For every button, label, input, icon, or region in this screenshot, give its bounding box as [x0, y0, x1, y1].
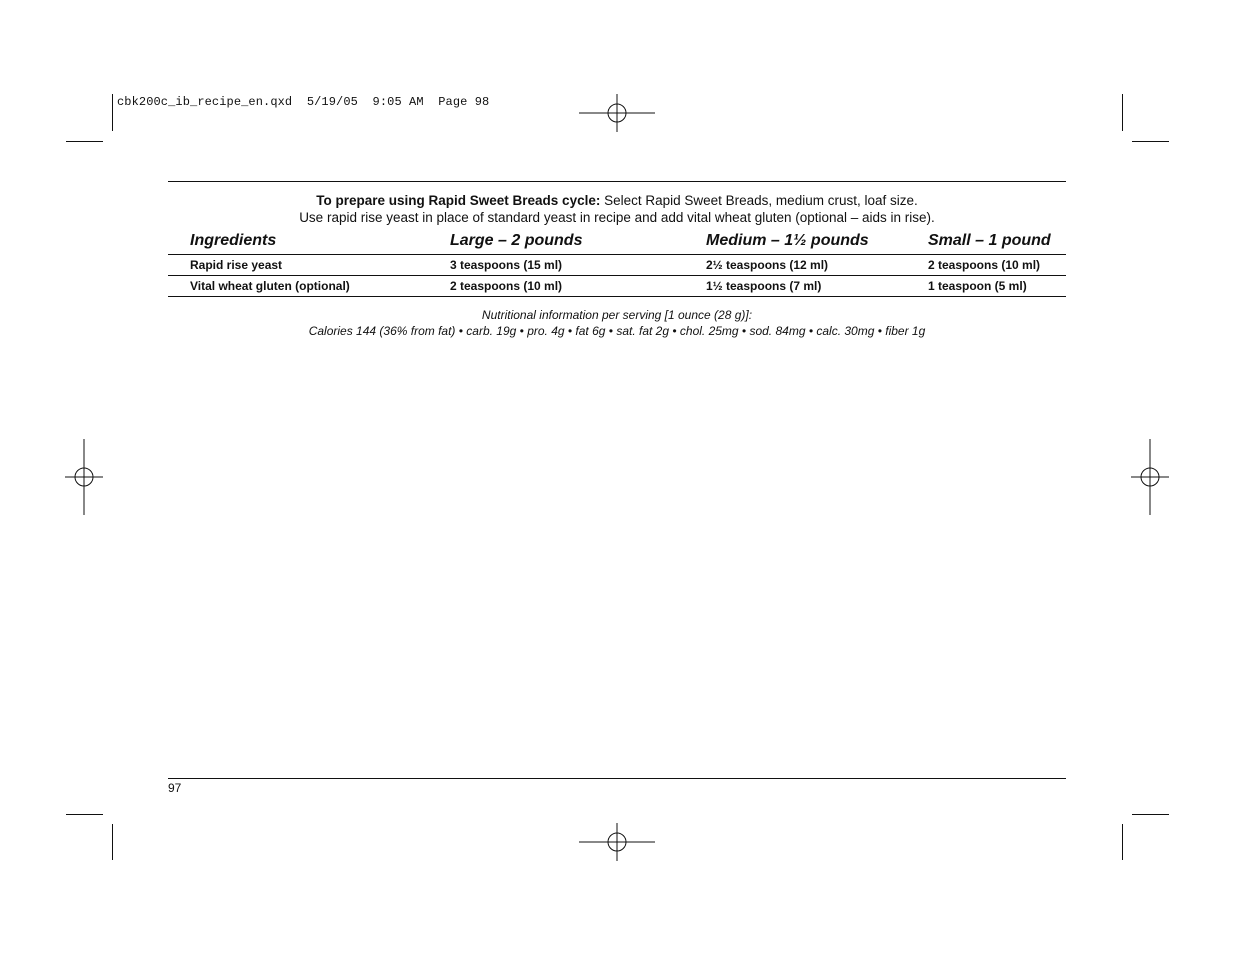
- table-row: [168, 276, 1066, 297]
- registration-mark-top: [579, 94, 655, 132]
- instructions-line-1: [168, 192, 1066, 209]
- header-small: Small – 1 pound: [928, 232, 1051, 249]
- nutrition-heading: Nutritional information per serving [1 ounce (28 g)]:: [481, 308, 753, 322]
- row-medium: 1½ teaspoons (7 ml): [706, 279, 822, 293]
- nutrition-details: Calories 144 (36% from fat) • carb. 19g • pro. 4g • fat 6g • sat. fat 2g • chol. 25mg • sod. 84mg • calc. 30mg • fiber 1g: [308, 324, 926, 338]
- table-row: [168, 255, 1066, 276]
- header-large: Large – 2 pounds: [450, 232, 583, 249]
- registration-mark-right: [1131, 439, 1169, 515]
- registration-mark-left: [65, 439, 103, 515]
- slug-line: cbk200c_ib_recipe_en.qxd 5/19/05 9:05 AM Page 98: [117, 95, 490, 109]
- row-large: 3 teaspoons (15 ml): [450, 258, 563, 272]
- header-medium: Medium – 1½ pounds: [706, 232, 869, 249]
- ingredients-table: [168, 229, 1066, 297]
- instructions-bold-lead: To prepare using Rapid Sweet Breads cycle:: [316, 193, 601, 208]
- bottom-rule: [168, 778, 1066, 779]
- row-medium: 2½ teaspoons (12 ml): [706, 258, 829, 272]
- row-ingredient: Vital wheat gluten (optional): [190, 279, 350, 293]
- top-rule: [168, 181, 1066, 182]
- cycle-instructions: [168, 192, 1066, 226]
- page-number: 97: [168, 781, 182, 795]
- nutrition-info: [168, 307, 1066, 339]
- row-large: 2 teaspoons (10 ml): [450, 279, 563, 293]
- row-small: 1 teaspoon (5 ml): [928, 279, 1027, 293]
- instructions-line-2: Use rapid rise yeast in place of standard yeast in recipe and add vital wheat gluten (optional – aids in rise).: [299, 210, 935, 225]
- header-ingredients: Ingredients: [190, 232, 277, 249]
- row-ingredient: Rapid rise yeast: [190, 258, 283, 272]
- table-header: [168, 229, 1066, 255]
- row-small: 2 teaspoons (10 ml): [928, 258, 1041, 272]
- instructions-line-1-rest: Select Rapid Sweet Breads, medium crust, loaf size.: [600, 193, 918, 208]
- registration-mark-bottom: [579, 823, 655, 861]
